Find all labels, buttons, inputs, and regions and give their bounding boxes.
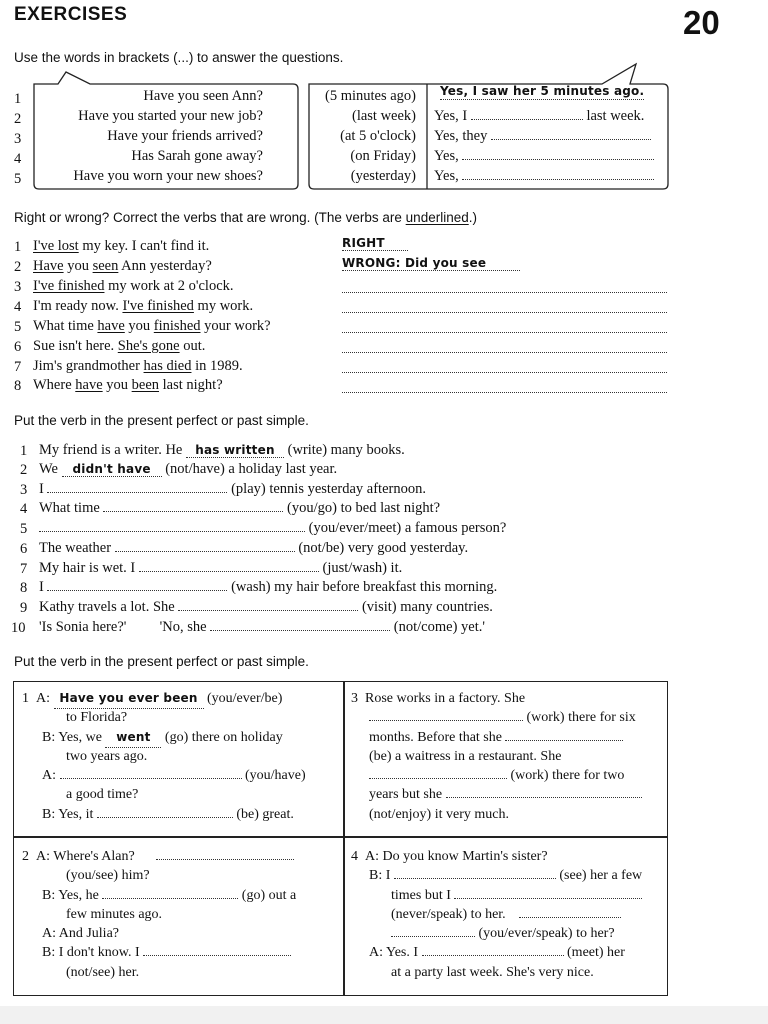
ex3-number: 4 [20, 501, 28, 517]
ex1-number: 2 [14, 111, 22, 127]
ex1-bracket: (last week) [351, 108, 416, 124]
ex2-answer-blank[interactable] [342, 276, 667, 293]
ex2-answer-blank[interactable] [342, 376, 667, 393]
ex3-number: 7 [20, 561, 28, 577]
ex3-number: 8 [20, 580, 28, 596]
blank[interactable] [505, 730, 623, 741]
blank[interactable] [454, 888, 642, 899]
ex1-answer-2[interactable] [434, 108, 644, 125]
ex1-number: 1 [14, 91, 22, 107]
ex1-question: Have you worn your new shoes? [73, 168, 263, 184]
page-bottom-margin [0, 1006, 768, 1024]
blank[interactable] [139, 561, 319, 572]
ex2-number: 5 [14, 319, 22, 335]
ex2-answer-1[interactable]: RIGHT [342, 236, 408, 251]
blank[interactable] [47, 482, 227, 493]
ex2-answer-blank[interactable] [342, 296, 667, 313]
ex3-number: 3 [20, 482, 28, 498]
page-number: 20 [683, 4, 720, 41]
ex3-sentence-5: (you/ever/meet) a famous person? [39, 520, 506, 537]
ex3-sentence-9: Kathy travels a lot. She (visit) many countries. [39, 599, 493, 615]
blank[interactable] [103, 501, 283, 512]
ex2-sentence-4: I'm ready now. I've finished my work. [33, 298, 254, 314]
ex3-sentence-8: I (wash) my hair before breakfast this morning. [39, 579, 498, 595]
blank[interactable] [369, 710, 523, 721]
ex2-sentence-1: I've lost my key. I can't find it. [33, 238, 210, 254]
blank[interactable] [422, 945, 564, 956]
ex4-cell-2: 2 A: Where's Alan? (you/see) him? B: Yes, he (go) out a few minutes ago. A: And Julia? B: I don't know. I (not/see) her. [22, 849, 297, 980]
ex2-answer-blank[interactable] [342, 316, 667, 333]
blank[interactable] [156, 849, 294, 860]
ex2-sentence-2: Have you seen Ann yesterday? [33, 258, 212, 274]
ex3-number: 9 [20, 600, 28, 616]
ex2-number: 1 [14, 239, 22, 255]
ex1-bracket: (at 5 o'clock) [340, 128, 416, 144]
blank[interactable] [47, 580, 227, 591]
ex4-instruction: Put the verb in the present perfect or past simple. [14, 654, 309, 669]
ex1-answer-5[interactable] [434, 168, 654, 185]
ex1-bracket: (5 minutes ago) [324, 88, 416, 104]
ex3-number: 1 [20, 443, 28, 459]
ex2-number: 8 [14, 378, 22, 394]
blank[interactable] [471, 109, 583, 120]
ex3-number: 6 [20, 541, 28, 557]
ex1-answer-3[interactable] [434, 128, 651, 145]
blank[interactable] [394, 868, 556, 879]
ex4-cell-4: 4 A: Do you know Martin's sister? B: I (see) her a few times but I (never/speak) to her. (you/ever/speak) to her? A: Yes. I (meet) her at a party last week. She's very nice. [351, 849, 643, 980]
blank[interactable] [391, 926, 475, 937]
ex1-answer-4-start: Yes, [434, 148, 459, 164]
ex4-horizontal-divider [13, 836, 668, 838]
ex1-question: Has Sarah gone away? [131, 148, 263, 164]
ex2-answer-blank[interactable] [342, 336, 667, 353]
ex4-answer-1b[interactable]: went [105, 728, 161, 748]
ex2-sentence-3: I've finished my work at 2 o'clock. [33, 278, 234, 294]
ex1-instruction: Use the words in brackets (...) to answer the questions. [14, 50, 344, 65]
ex2-sentence-5: What time have you finished your work? [33, 318, 271, 334]
ex1-answer-2-start: Yes, I [434, 108, 468, 124]
ex4-cell-1: 1 A: Have you ever been (you/ever/be) to Florida? B: Yes, we went (go) there on holiday two years ago. A: (you/have) a good time? B: Yes, it (be) great. [22, 691, 306, 822]
ex1-answer-1[interactable]: Yes, I saw her 5 minutes ago. [440, 84, 645, 98]
blank[interactable] [519, 907, 621, 918]
ex3-instruction: Put the verb in the present perfect or past simple. [14, 413, 309, 428]
ex3-number: 10 [11, 620, 26, 636]
ex3-sentence-2: We didn't have (not/have) a holiday last year. [39, 461, 338, 477]
blank[interactable] [97, 807, 233, 818]
ex4-vertical-divider [343, 681, 345, 996]
blank[interactable] [115, 541, 295, 552]
ex3-answer-1[interactable]: has written [186, 443, 284, 458]
ex1-answer-5-start: Yes, [434, 168, 459, 184]
blank[interactable] [102, 888, 238, 899]
blank[interactable] [143, 945, 291, 956]
ex1-bracket: (yesterday) [350, 168, 416, 184]
ex2-number: 3 [14, 279, 22, 295]
ex1-answer-2-end: last week. [586, 108, 645, 124]
ex2-sentence-6: Sue isn't here. She's gone out. [33, 338, 206, 354]
ex3-sentence-7: My hair is wet. I (just/wash) it. [39, 560, 403, 576]
ex3-sentence-4: What time (you/go) to bed last night? [39, 500, 441, 516]
ex2-number: 7 [14, 359, 22, 375]
ex3-number: 5 [20, 521, 28, 537]
blank[interactable] [178, 600, 358, 611]
ex1-question: Have you started your new job? [78, 108, 263, 124]
ex1-number: 4 [14, 151, 22, 167]
blank[interactable] [446, 787, 642, 798]
ex2-answer-blank[interactable] [342, 356, 667, 373]
ex1-answer-3-start: Yes, they [434, 128, 488, 144]
blank[interactable] [369, 768, 507, 779]
ex4-answer-1a[interactable]: Have you ever been [54, 689, 204, 709]
blank[interactable] [210, 620, 390, 631]
ex1-answer-4[interactable] [434, 148, 654, 165]
ex3-answer-2[interactable]: didn't have [62, 462, 162, 477]
blank[interactable] [491, 129, 651, 140]
ex3-sentence-10: 'Is Sonia here?' 'No, she (not/come) yet.' [39, 619, 485, 635]
ex3-number: 2 [20, 462, 28, 478]
ex1-number: 3 [14, 131, 22, 147]
ex3-sentence-1: My friend is a writer. He has written (write) many books. [39, 442, 405, 458]
ex2-answer-2[interactable]: WRONG: Did you see [342, 256, 520, 271]
ex2-sentence-7: Jim's grandmother has died in 1989. [33, 358, 243, 374]
ex1-question: Have your friends arrived? [107, 128, 263, 144]
ex3-sentence-6: The weather (not/be) very good yesterday. [39, 540, 469, 556]
exercises-title: EXERCISES [14, 4, 128, 25]
ex1-bracket: (on Friday) [350, 148, 416, 164]
ex1-question: Have you seen Ann? [143, 88, 263, 104]
ex1-number: 5 [14, 171, 22, 187]
ex2-number: 2 [14, 259, 22, 275]
ex4-cell-3: 3 Rose works in a factory. She (work) there for six months. Before that she (be) a waitress in a restaurant. She (work) there for two years but she (not/enjoy) it very much. [351, 689, 663, 824]
ex2-instruction: Right or wrong? Correct the verbs that are wrong. (The verbs are underlined.) [14, 210, 477, 225]
blank[interactable] [60, 768, 242, 779]
blank[interactable] [39, 521, 305, 532]
blank[interactable] [462, 149, 654, 160]
ex2-number: 6 [14, 339, 22, 355]
ex2-number: 4 [14, 299, 22, 315]
ex3-sentence-3: I (play) tennis yesterday afternoon. [39, 481, 426, 497]
ex2-sentence-8: Where have you been last night? [33, 377, 223, 393]
blank[interactable] [462, 169, 654, 180]
